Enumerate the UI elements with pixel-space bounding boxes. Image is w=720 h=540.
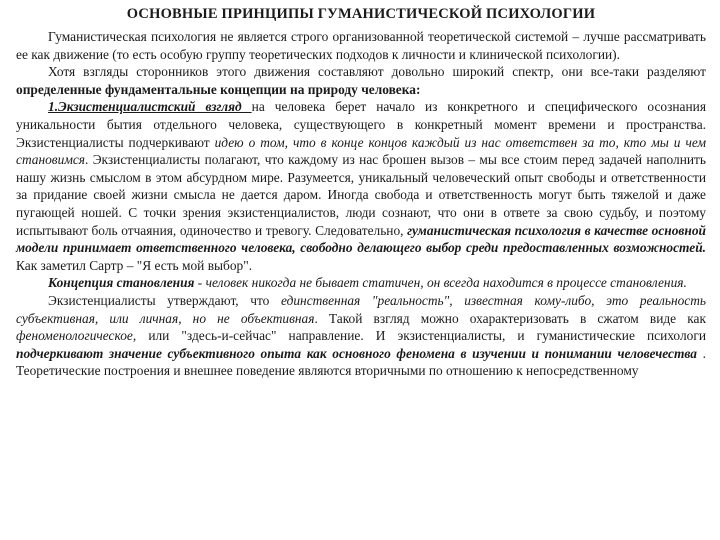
bold-italic-heading: Концепция становления <box>48 275 195 291</box>
text-span: . Такой взгляд можно охарактеризовать в сжатом виде как <box>314 310 706 326</box>
paragraph-existential <box>16 98 706 274</box>
italic-phrase: - человек никогда не бывает статичен, он всегда находится в процессе становления. <box>194 275 687 291</box>
italic-term: феноменологическое <box>16 328 133 344</box>
italic-phrase: единственная "реальность", известная кому-либо, это реальность субъективная, или личная, но не объективная <box>16 292 706 326</box>
text-span: . Экзистенциалисты полагают, что каждому из нас брошен вызов – мы все стоим перед задачей наполнить нашу жизнь смыслом в этом абсурдном мире. Разумеется, уникальный человеческий опыт свободы и ответственности за придание своей жизни смысла не дается даром. Иногда свобода и ответственность могут быть тяжелой и даже пугающей ношей. С точки зрения экзистенциалистов, люди сознают, что они в ответе за свою судьбу, и поэтому испытывают боль отчаяния, одиночество и тревогу. Следовательно, <box>16 152 706 238</box>
text-span: Экзистенциалисты утверждают, что <box>48 292 281 308</box>
text-span: на человека берет начало из конкретного и специфического осознания уникальности бытия отдельного человека, существующего в конкретный момент времени и пространства. Экзистенциалисты подчеркивают <box>16 99 706 150</box>
bold-phrase: определенные фундаментальные концепции на природу человека: <box>16 81 421 97</box>
paragraph-concepts <box>16 63 706 98</box>
document-title: ОСНОВНЫЕ ПРИНЦИПЫ ГУМАНИСТИЧЕСКОЙ ПСИХОЛОГИИ <box>126 6 596 22</box>
text-span: Хотя взгляды сторонников этого движения составляют довольно широкий спектр, они все-таки разделяют <box>48 64 706 80</box>
text-span: , или "здесь-и-сейчас" направление. И экзистенциалисты, и гуманистические психологи <box>132 328 706 344</box>
bold-italic-phrase: подчеркивают значение субъективного опыта как основного феномена в изучении и понимании человечества <box>16 345 698 361</box>
paragraph-reality <box>16 292 706 380</box>
italic-phrase: идею о том, что в конце концов каждый из нас ответствен за то, кто мы и чем становимся <box>16 134 706 168</box>
paragraph-becoming <box>16 274 706 292</box>
bold-italic-phrase: гуманистическая психология в качестве основной модели принимает ответственного человека, свободно делающего выбор среди предоставленных возможностей. <box>16 222 706 256</box>
paragraph-intro: Гуманистическая психология не является строго организованной теоретической системой – лучше рассматривать ее как движение (то есть особую группу теоретических подходов к личности и клинической психологии). <box>16 29 706 62</box>
underlined-heading: 1.Экзистенциалистский взгляд <box>48 99 252 115</box>
text-span: . Теоретические построения и внешнее поведение являются вторичными по отношению к непосредственному <box>16 345 706 379</box>
text-span: Как заметил Сартр – "Я есть мой выбор". <box>16 257 253 273</box>
